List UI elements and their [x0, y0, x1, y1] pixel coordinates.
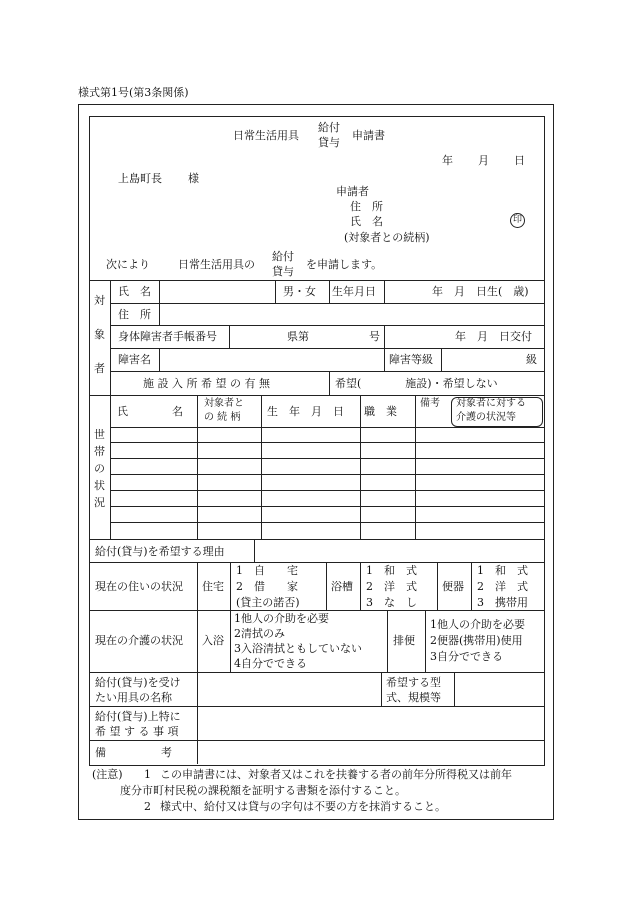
- bathtub-opt-3: 3 な し: [366, 596, 417, 609]
- house-opt-1: 1 自 宅: [236, 564, 298, 577]
- applicant-address-label: 住 所: [350, 200, 383, 213]
- bathtub-label: 浴槽: [331, 580, 353, 593]
- toilet-opt-1: 1 和 式: [477, 564, 528, 577]
- applicant-label: 申請者: [336, 185, 369, 198]
- household-col-relation-2: の 続 柄: [204, 412, 241, 423]
- household-col-name: 氏 名: [117, 405, 183, 418]
- note-2-number: 2: [144, 800, 151, 813]
- care-bath-opt-4: 4自分でできる: [234, 657, 307, 670]
- household-row-line: [110, 458, 544, 459]
- note-2-text: 様式中、給付又は貸与の字句は不要の方を抹消すること。: [160, 800, 446, 813]
- household-char-4: 状: [94, 479, 105, 492]
- toilet-label: 便器: [442, 580, 464, 593]
- handbook-pref: 県第: [287, 330, 309, 343]
- remarks-label: 備 考: [95, 746, 172, 759]
- applicant-name-label: 氏 名: [350, 215, 383, 228]
- request-prefix: 次により: [106, 258, 150, 271]
- household-col-job: 職 業: [364, 405, 397, 418]
- subject-gender: 男・女: [283, 285, 316, 298]
- household-char-3: の: [94, 462, 105, 475]
- request-choice-bottom: 貸与: [272, 265, 294, 278]
- equipment-model-1: 希望する型: [386, 676, 441, 689]
- handbook-issue-date: 年 月 日交付: [455, 330, 532, 343]
- household-char-2: 帯: [94, 445, 105, 458]
- care-excretion-opt-2: 2便器(携帯用)使用: [430, 634, 523, 647]
- notes-heading: (注意): [92, 768, 123, 781]
- equipment-model-2: 式、規模等: [386, 691, 441, 704]
- disability-grade-label: 障害等級: [389, 353, 433, 366]
- title-choice-bottom: 貸与: [318, 136, 340, 149]
- subject-char-3: 者: [94, 362, 105, 375]
- subject-char-2: 象: [94, 328, 105, 341]
- addressee-honorific: 様: [188, 172, 199, 185]
- form-frame: [89, 116, 545, 766]
- house-opt-3: (貸主の諾否): [236, 596, 300, 609]
- title-choice-top: 給付: [318, 121, 340, 134]
- household-row-line: [110, 474, 544, 475]
- form-number: 様式第1号(第3条関係): [78, 86, 189, 99]
- care-excretion-label: 排便: [393, 634, 415, 647]
- handbook-label: 身体障害者手帳番号: [118, 330, 217, 343]
- household-col-note: 備考: [420, 398, 440, 409]
- bathtub-opt-1: 1 和 式: [366, 564, 417, 577]
- household-row-line: [110, 506, 544, 507]
- subject-char-1: 対: [94, 294, 105, 307]
- date-year: 年: [442, 154, 453, 167]
- request-item: 日常生活用具の: [178, 258, 255, 271]
- bathtub-opt-2: 2 洋 式: [366, 580, 417, 593]
- care-bath-opt-3: 3入浴清拭ともしていない: [234, 642, 362, 655]
- date-month: 月: [478, 154, 489, 167]
- toilet-opt-3: 3 携帯用: [477, 596, 528, 609]
- note-1-number: 1: [144, 768, 151, 781]
- request-suffix: を申請します。: [306, 258, 383, 271]
- disability-grade-suffix: 級: [526, 353, 537, 366]
- subject-name-label: 氏 名: [118, 285, 151, 298]
- special-label-1: 給付(貸与)上特に: [95, 710, 181, 723]
- household-char-1: 世: [94, 428, 105, 441]
- care-excretion-opt-1: 1他人の介助を必要: [430, 618, 525, 631]
- title-suffix: 申請書: [352, 129, 385, 142]
- addressee-mayor: 上島町長: [118, 172, 162, 185]
- note-1-line-2: 度分市町村民税の課税額を証明する書類を添付すること。: [120, 784, 406, 797]
- reason-label: 給付(貸与)を希望する理由: [95, 545, 225, 558]
- facility-label: 施 設 入 所 希 望 の 有 無: [143, 377, 270, 390]
- care-bath-label: 入浴: [202, 634, 224, 647]
- household-row-line: [110, 490, 544, 491]
- household-row-line: [110, 522, 544, 523]
- household-col-birth: 生 年 月 日: [267, 405, 344, 418]
- handbook-number-suffix: 号: [369, 330, 380, 343]
- note-1-line-1: この申請書には、対象者又はこれを扶養する者の前年分所得税又は前年: [160, 768, 512, 781]
- household-char-5: 況: [94, 496, 105, 509]
- household-row-line: [110, 442, 544, 443]
- seal-mark: 印: [510, 213, 525, 228]
- house-label: 住宅: [202, 580, 224, 593]
- disability-name-label: 障害名: [118, 353, 151, 366]
- form-title: 日常生活用具: [233, 129, 299, 142]
- applicant-relation-label: (対象者との続柄): [344, 231, 430, 244]
- subject-birthdate-value: 年 月 日生( 歳): [432, 285, 529, 298]
- subject-address-label: 住 所: [118, 308, 151, 321]
- subject-birthdate-label: 生年月日: [332, 285, 376, 298]
- household-col-relation-1: 対象者と: [204, 398, 244, 409]
- care-label: 現在の介護の状況: [95, 634, 183, 647]
- facility-value: 希望( 施設)・希望しない: [335, 377, 498, 390]
- household-row-line: [110, 427, 544, 428]
- request-choice-top: 給付: [272, 250, 294, 263]
- housing-label: 現在の住いの状況: [95, 580, 183, 593]
- care-bath-opt-2: 2清拭のみ: [234, 627, 285, 640]
- care-bath-opt-1: 1他人の介助を必要: [234, 612, 329, 625]
- household-col-care-1: 対象者に対する: [456, 398, 526, 409]
- equipment-label-2: たい用具の名称: [95, 691, 172, 704]
- house-opt-2: 2 借 家: [236, 580, 298, 593]
- household-col-care-2: 介護の状況等: [456, 412, 516, 423]
- special-label-2: 希 望 す る 事 項: [95, 725, 179, 738]
- date-day: 日: [514, 154, 525, 167]
- care-excretion-opt-3: 3自分でできる: [430, 650, 503, 663]
- toilet-opt-2: 2 洋 式: [477, 580, 528, 593]
- equipment-label-1: 給付(貸与)を受け: [95, 676, 181, 689]
